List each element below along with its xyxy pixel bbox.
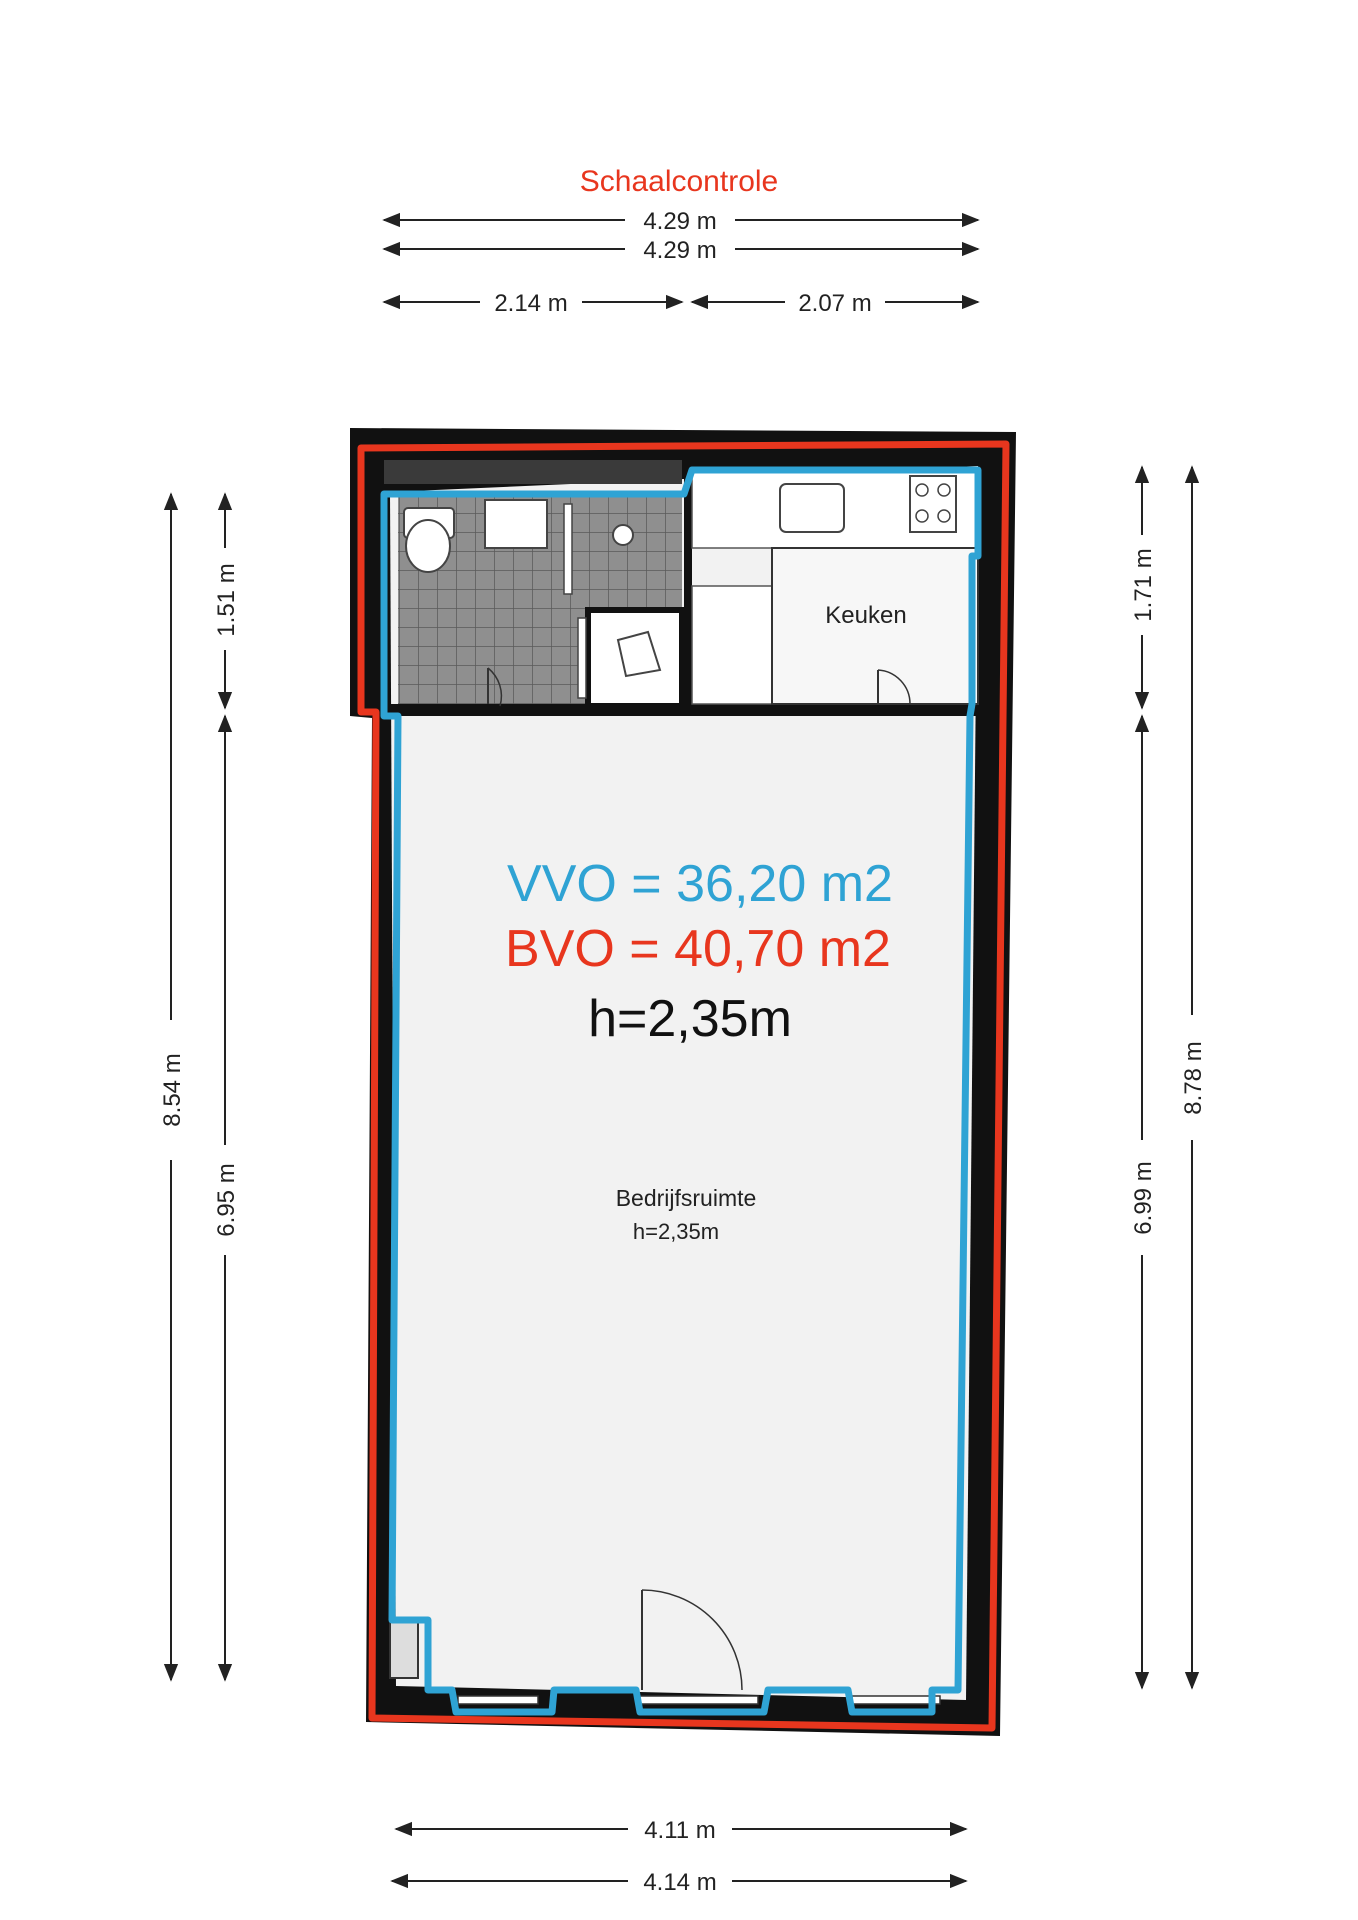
dim-right-top: 1.71 m — [1130, 548, 1157, 622]
window-1 — [458, 1696, 538, 1704]
kitchen-sink-icon — [780, 484, 844, 532]
shower-door-icon — [578, 618, 586, 698]
dim-left-bottom: 6.95 m — [213, 1163, 240, 1237]
dim-top-right: 2.07 m — [798, 290, 872, 317]
window-3 — [852, 1696, 940, 1704]
kitchen-label: Keuken — [825, 602, 907, 629]
dim-top-total-1: 4.29 m — [643, 208, 717, 235]
left-dimensions — [159, 494, 240, 1680]
scale-check-title: Schaalcontrole — [579, 165, 779, 198]
drain-icon — [613, 525, 633, 545]
room-height-bedrijfsruimte: h=2,35m — [632, 1219, 720, 1244]
vvo-label: VVO = 36,20 m2 — [507, 855, 893, 913]
bathroom-sink-icon — [485, 500, 547, 548]
meter-cabinet-icon — [390, 1618, 418, 1678]
dim-bottom-1: 4.11 m — [644, 1817, 716, 1844]
building — [350, 428, 1016, 1736]
wall-horizontal — [384, 704, 980, 716]
dim-left-top: 1.51 m — [213, 563, 240, 637]
top-shelf — [384, 460, 682, 484]
top-dimensions — [384, 208, 978, 317]
dim-left-outer: 8.54 m — [159, 1053, 186, 1127]
shower-cabin — [588, 610, 682, 706]
window-2 — [640, 1696, 758, 1704]
dim-right-outer: 8.78 m — [1180, 1041, 1207, 1115]
dim-top-total-2: 4.29 m — [643, 237, 717, 264]
right-dimensions — [1130, 467, 1207, 1688]
wall-bath-kitchen — [684, 470, 692, 710]
bottom-dimensions — [392, 1817, 966, 1896]
fridge-icon — [692, 586, 772, 704]
stove-icon — [910, 476, 956, 532]
dim-top-left: 2.14 m — [494, 290, 568, 317]
grab-bar-icon — [564, 504, 572, 594]
ceiling-height-label: h=2,35m — [588, 990, 792, 1048]
dim-bottom-2: 4.14 m — [643, 1869, 717, 1896]
dim-right-bottom: 6.99 m — [1130, 1161, 1157, 1235]
bvo-label: BVO = 40,70 m2 — [505, 920, 891, 978]
room-name-bedrijfsruimte: Bedrijfsruimte — [615, 1185, 757, 1211]
